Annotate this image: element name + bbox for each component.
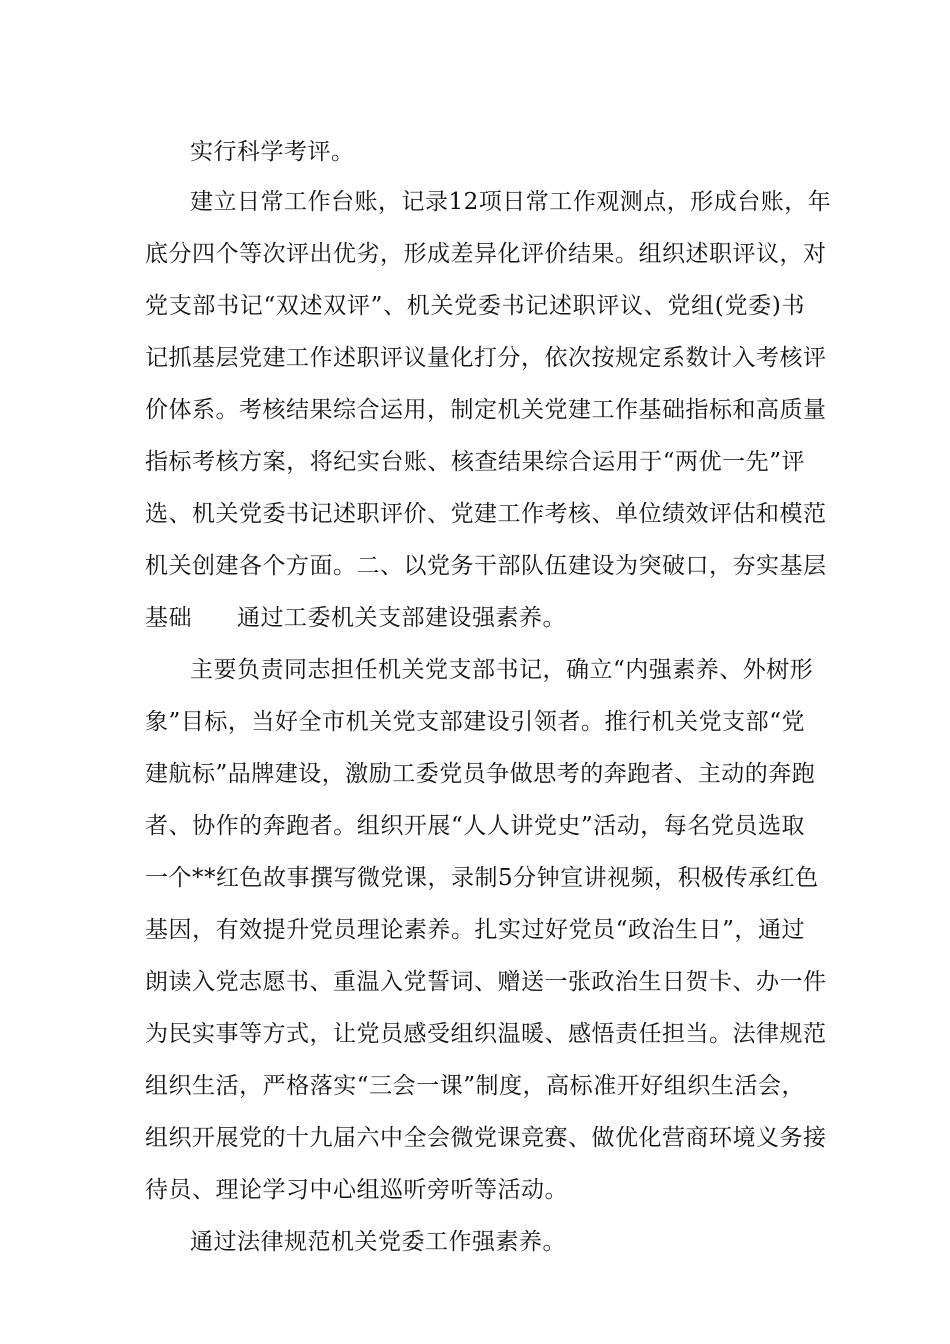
paragraph-line: 选、机关党委书记述职评价、党建工作考核、单位绩效评估和模范 (145, 501, 827, 527)
paragraph-line: 主要负责同志担任机关党支部书记，确立“内强素养、外树形 (190, 657, 814, 683)
paragraph-line: 记抓基层党建工作述职评议量化打分，依次按规定系数计入考核评 (145, 345, 827, 371)
paragraph-line: 者、协作的奔跑者。组织开展“人人讲党史”活动，每名党员选取 (145, 813, 805, 839)
paragraph-line: 朗读入党志愿书、重温入党誓词、赠送一张政治生日贺卡、办一件 (145, 969, 827, 995)
paragraph-line: 象”目标，当好全市机关党支部建设引领者。推行机关党支部“党 (145, 709, 805, 735)
paragraph-line: 价体系。考核结果综合运用，制定机关党建工作基础指标和高质量 (145, 397, 827, 423)
paragraph-line: 建立日常工作台账，记录12项日常工作观测点，形成台账，年 (190, 189, 832, 215)
paragraph-line: 底分四个等次评出优劣，形成差异化评价结果。组织述职评议，对 (145, 241, 827, 267)
paragraph-line: 组织生活，严格落实“三会一课”制度，高标准开好组织生活会， (145, 1073, 805, 1099)
paragraph-line: 基因，有效提升党员理论素养。扎实过好党员“政治生日”，通过 (145, 917, 805, 943)
paragraph-line: 为民实事等方式，让党员感受组织温暖、感悟责任担当。法律规范 (145, 1021, 827, 1047)
paragraph-line: 建航标”品牌建设，激励工委党员争做思考的奔跑者、主动的奔跑 (145, 761, 816, 787)
paragraph-line: 待员、理论学习中心组巡听旁听等活动。 (145, 1177, 568, 1203)
paragraph-line: 机关创建各个方面。二、以党务干部队伍建设为突破口，夯实基层 (145, 553, 827, 579)
section-heading: 通过法律规范机关党委工作强素养。 (190, 1229, 566, 1255)
paragraph-line: 党支部书记“双述双评”、机关党委书记述职评议、党组(党委)书 (145, 293, 805, 319)
paragraph-line (145, 603, 805, 633)
subheading: 通过工委机关支部建设强素养。 (237, 605, 566, 631)
paragraph-line: 一个**红色故事撰写微党课，录制5分钟宣讲视频，积极传承红色 (145, 865, 819, 891)
heading-fragment: 基础 (145, 605, 192, 631)
paragraph-line: 指标考核方案，将纪实台账、核查结果综合运用于“两优一先”评 (145, 449, 805, 475)
paragraph-line: 实行科学考评。 (190, 139, 355, 165)
paragraph-line: 组织开展党的十九届六中全会微党课竞赛、做优化营商环境义务接 (145, 1125, 827, 1151)
